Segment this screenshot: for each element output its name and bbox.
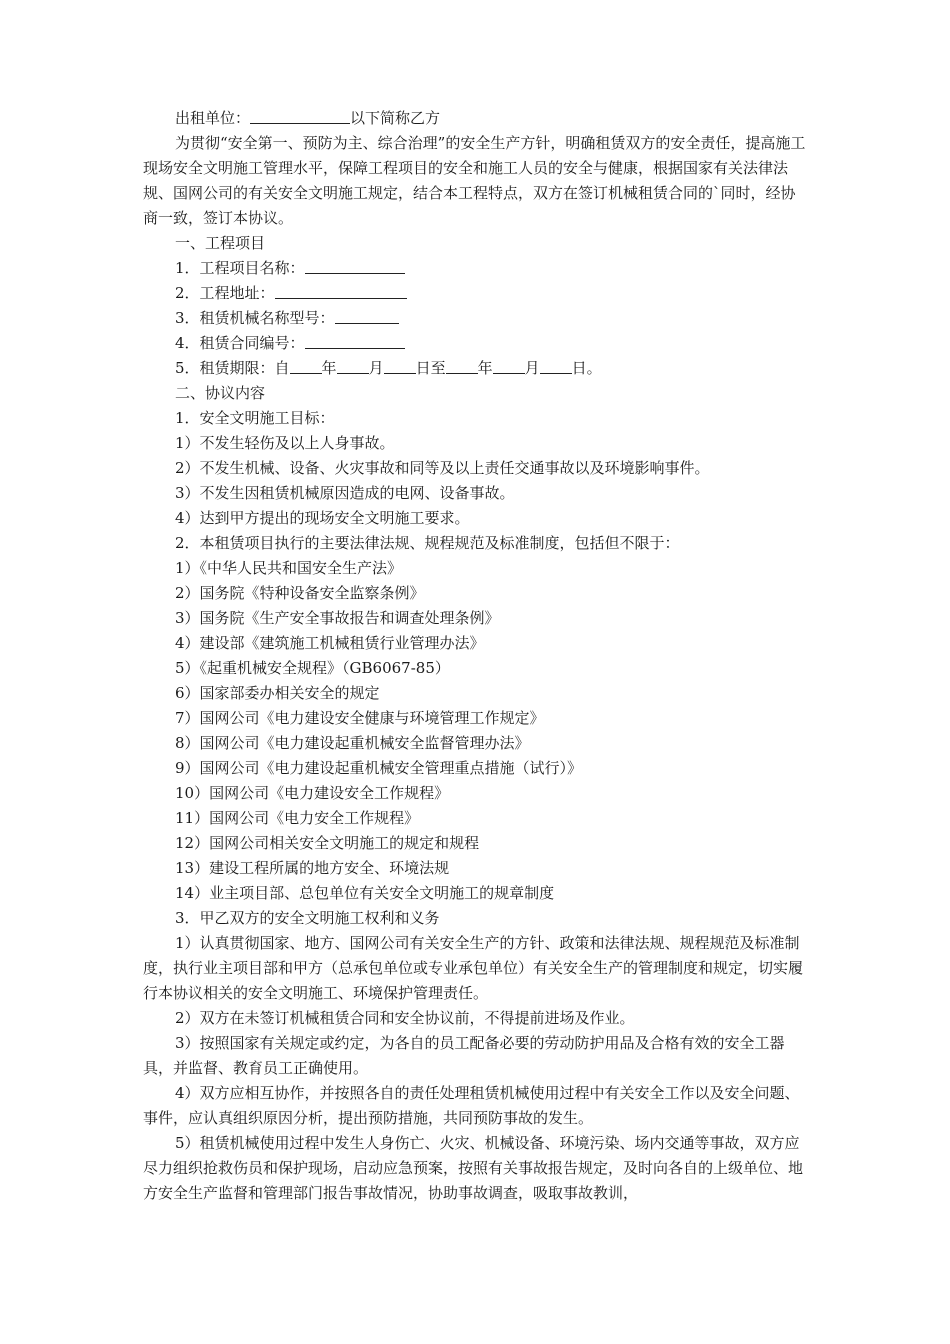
period-month1: 月 [368, 359, 384, 377]
law-item: 11）国网公司《电力安全工作规程》 [175, 809, 420, 827]
period-blank-year2 [446, 359, 478, 374]
period-blank-year1 [290, 359, 322, 374]
period-end: 日。 [571, 359, 602, 377]
goal-item: 1）不发生轻伤及以上人身事故。 [175, 434, 395, 452]
section2-title: 二、协议内容 [175, 384, 266, 402]
period-blank-month2 [493, 359, 525, 374]
contract-number-label: 4．租赁合同编号： [175, 334, 305, 352]
machine-model-label: 3．租赁机械名称型号： [175, 309, 335, 327]
law-item: 14）业主项目部、总包单位有关安全文明施工的规章制度 [175, 884, 555, 902]
law-item: 13）建设工程所属的地方安全、环境法规 [175, 859, 450, 877]
lessor-blank [250, 109, 350, 124]
law-item: 1）《中华人民共和国安全生产法》 [175, 559, 403, 577]
contract-number-line [143, 331, 809, 356]
period-year2: 年 [477, 359, 493, 377]
period-blank-day1 [384, 359, 416, 374]
project-name-line [143, 256, 809, 281]
duty-paragraph: 3）按照国家有关规定或约定，为各自的员工配备必要的劳动防护用品及合格有效的安全工器具，并监督、教育员工正确使用。 [143, 1034, 785, 1077]
duty-paragraph: 5）租赁机械使用过程中发生人身伤亡、火灾、机械设备、环境污染、场内交通等事故，双方应尽力组织抢救伤员和保护现场，启动应急预案，按照有关事故报告规定，及时向各自的上级单位、地方安全生产监督和管理部门报告事故情况，协助事故调查，吸取事故教训， [143, 1134, 804, 1202]
project-address-label: 2．工程地址： [175, 284, 275, 302]
goal-title: 1．安全文明施工目标： [175, 409, 335, 427]
goal-item: 4）达到甲方提出的现场安全文明施工要求。 [175, 509, 470, 527]
project-address-line [143, 281, 809, 306]
project-name-blank [305, 259, 405, 274]
period-year1: 年 [321, 359, 337, 377]
law-item: 2）国务院《特种设备安全监察条例》 [175, 584, 425, 602]
duty-paragraph: 4）双方应相互协作，并按照各自的责任处理租赁机械使用过程中有关安全工作以及安全问题、事件，应认真组织原因分析，提出预防措施，共同预防事故的发生。 [143, 1084, 800, 1127]
duty-paragraph: 2）双方在未签订机械租赁合同和安全协议前，不得提前进场及作业。 [175, 1009, 635, 1027]
period-prefix: 5．租赁期限：自 [175, 359, 290, 377]
duty-paragraph: 1）认真贯彻国家、地方、国网公司有关安全生产的方针、政策和法律法规、规程规范及标准制度，执行业主项目部和甲方（总承包单位或专业承包单位）有关安全生产的管理制度和规定，切实履行本协议相关的安全文明施工、环境保护管理责任。 [143, 934, 804, 1002]
period-day-to: 日至 [415, 359, 446, 377]
machine-model-blank [335, 309, 399, 324]
law-item: 6）国家部委办相关安全的规定 [175, 684, 380, 702]
project-name-label: 1．工程项目名称： [175, 259, 305, 277]
period-month2: 月 [524, 359, 540, 377]
goal-item: 3）不发生因租赁机械原因造成的电网、设备事故。 [175, 484, 515, 502]
document-page [143, 106, 809, 1206]
contract-number-blank [305, 334, 405, 349]
law-item: 3）国务院《生产安全事故报告和调查处理条例》 [175, 609, 500, 627]
law-item: 9）国网公司《电力建设起重机械安全管理重点措施（试行）》 [175, 759, 583, 777]
lessor-line [143, 106, 809, 131]
intro-paragraph: 为贯彻“安全第一、预防为主、综合治理”的安全生产方针，明确租赁双方的安全责任，提高施工现场安全文明施工管理水平，保障工程项目的安全和施工人员的安全与健康，根据国家有关法律法规、国网公司的有关安全文明施工规定，结合本工程特点，双方在签订机械租赁合同的`同时，经协商一致，签订本协议。 [143, 134, 806, 227]
law-item: 12）国网公司相关安全文明施工的规定和规程 [175, 834, 480, 852]
goal-item: 2）不发生机械、设备、火灾事故和同等及以上责任交通事故以及环境影响事件。 [175, 459, 710, 477]
lessor-label: 出租单位： [175, 109, 251, 127]
law-item: 5）《起重机械安全规程》（GB6067-85） [175, 659, 450, 677]
section1-title: 一、工程项目 [175, 234, 266, 252]
period-blank-month1 [337, 359, 369, 374]
lease-period-line [143, 356, 809, 381]
period-blank-day2 [540, 359, 572, 374]
machine-model-line [143, 306, 809, 331]
laws-title: 2．本租赁项目执行的主要法律法规、规程规范及标准制度，包括但不限于： [175, 534, 680, 552]
lessor-suffix: 以下简称乙方 [350, 109, 441, 127]
law-item: 7）国网公司《电力建设安全健康与环境管理工作规定》 [175, 709, 545, 727]
duties-title: 3．甲乙双方的安全文明施工权利和义务 [175, 909, 440, 927]
law-item: 10）国网公司《电力建设安全工作规程》 [175, 784, 450, 802]
law-item: 4）建设部《建筑施工机械租赁行业管理办法》 [175, 634, 485, 652]
project-address-blank [275, 284, 407, 299]
law-item: 8）国网公司《电力建设起重机械安全监督管理办法》 [175, 734, 530, 752]
